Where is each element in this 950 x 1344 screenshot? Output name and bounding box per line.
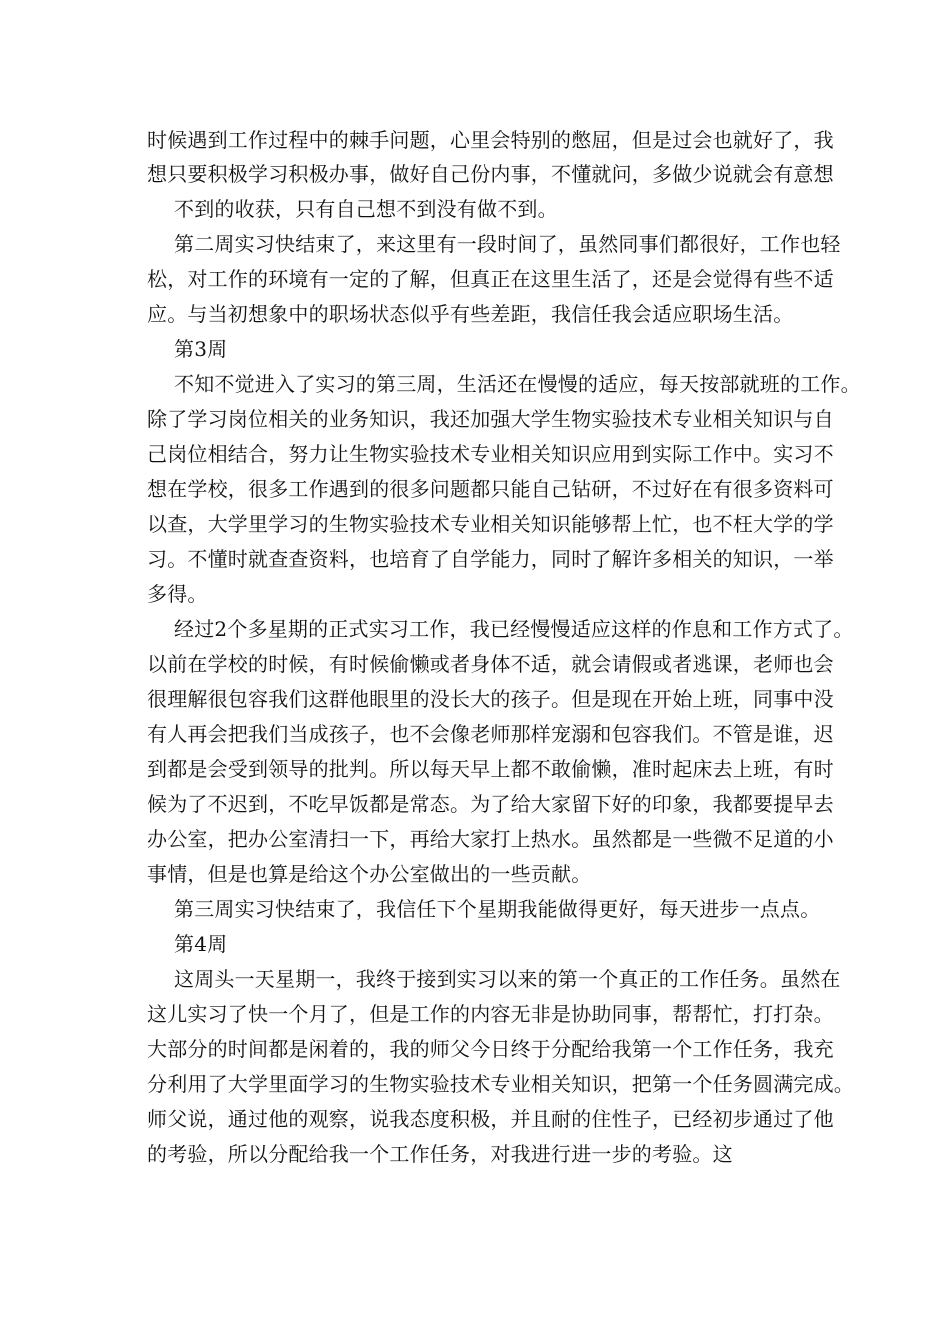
section-heading-week-3: 第3周 [174,337,228,361]
section-heading-week-4: 第4周 [174,932,228,956]
text-line: 以前在学校的时候，有时候偷懒或者身体不适，就会请假或者逃课，老师也会 [147,652,834,676]
text-line: 应。与当初想象中的职场状态似乎有些差距，我信任我会适应职场生活。 [147,302,794,326]
text-line: 这儿实习了快一个月了，但是工作的内容无非是协助同事，帮帮忙，打打杂。 [147,1002,834,1026]
paragraph-start-line: 第二周实习快结束了，来这里有一段时间了，虽然同事们都很好，工作也轻 [174,232,841,256]
text-line: 想在学校，很多工作遇到的很多问题都只能自己钻研，不过好在有很多资料可 [147,477,834,501]
text-line: 除了学习岗位相关的业务知识，我还加强大学生物实验技术专业相关知识与自 [147,407,834,431]
text-line: 有人再会把我们当成孩子，也不会像老师那样宠溺和包容我们。不管是谁，迟 [147,722,834,746]
text-line: 候为了不迟到，不吃早饭都是常态。为了给大家留下好的印象，我都要提早去 [147,792,834,816]
paragraph-start-line: 第三周实习快结束了，我信任下个星期我能做得更好，每天进步一点点。 [174,897,821,921]
text-line: 时候遇到工作过程中的棘手问题，心里会特别的憋屈，但是过会也就好了，我 [147,128,834,152]
text-line: 的考验，所以分配给我一个工作任务，对我进行进一步的考验。这 [147,1142,733,1166]
text-line: 己岗位相结合，努力让生物实验技术专业相关知识应用到实际工作中。实习不 [147,442,834,466]
text-line: 到都是会受到领导的批判。所以每天早上都不敢偷懒，准时起床去上班，有时 [147,757,834,781]
text-line: 不到的收获，只有自己想不到没有做不到。 [174,197,558,221]
paragraph-start-line: 这周头一天星期一，我终于接到实习以来的第一个真正的工作任务。虽然在 [174,967,841,991]
text-line: 大部分的时间都是闲着的，我的师父今日终于分配给我第一个工作任务，我充 [147,1037,834,1061]
text-line: 以查，大学里学习的生物实验技术专业相关知识能够帮上忙，也不枉大学的学 [147,512,834,536]
text-line: 办公室，把办公室清扫一下，再给大家打上热水。虽然都是一些微不足道的小 [147,827,834,851]
text-line: 习。不懂时就查查资料，也培育了自学能力，同时了解许多相关的知识，一举 [147,547,834,571]
text-line: 分利用了大学里面学习的生物实验技术专业相关知识，把第一个任务圆满完成。 [147,1072,854,1096]
text-line: 师父说，通过他的观察，说我态度积极，并且耐的住性子，已经初步通过了他 [147,1107,834,1131]
text-line: 很理解很包容我们这群他眼里的没长大的孩子。但是现在开始上班，同事中没 [147,687,834,711]
text-line: 想只要积极学习积极办事，做好自己份内事，不懂就问，多做少说就会有意想 [147,162,834,186]
text-line: 松，对工作的环境有一定的了解，但真正在这里生活了，还是会觉得有些不适 [147,267,834,291]
paragraph-start-line: 不知不觉进入了实习的第三周，生活还在慢慢的适应，每天按部就班的工作。 [174,372,861,396]
paragraph-start-line: 经过2个多星期的正式实习工作，我已经慢慢适应这样的作息和工作方式了。 [174,617,854,641]
text-line: 多得。 [147,582,208,606]
text-line: 事情，但是也算是给这个办公室做出的一些贡献。 [147,862,592,886]
